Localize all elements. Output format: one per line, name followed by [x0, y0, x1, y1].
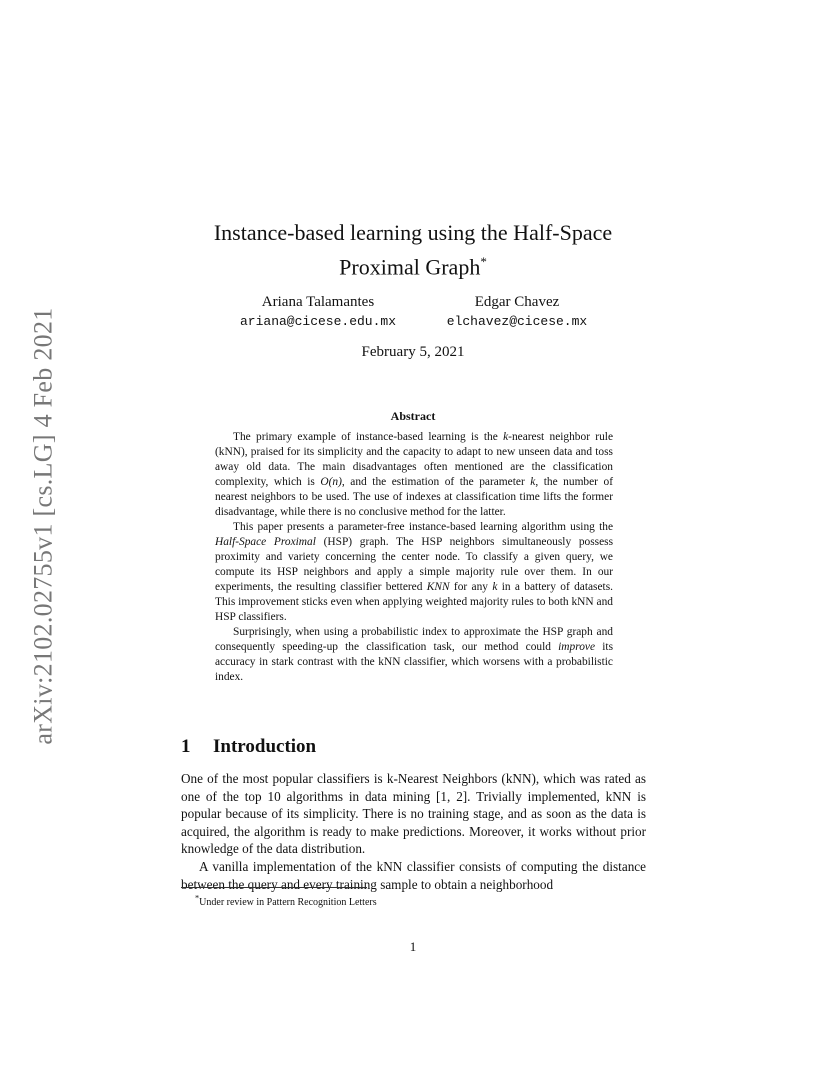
- footnote-text: Under review in Pattern Recognition Letters: [199, 897, 377, 909]
- author-1-email: ariana@cicese.edu.mx: [239, 314, 397, 329]
- abstract-paragraph-1: [215, 430, 613, 520]
- section-number: 1: [181, 736, 191, 757]
- section-title: Introduction: [213, 736, 317, 757]
- title-footnote-mark: *: [480, 254, 487, 269]
- abstract-p1-complexity: O(n): [320, 476, 342, 488]
- abstract-p3-text-a: Surprisingly, when using a probabilistic index to approximate the HSP graph and consequently speeding-up the classification task, our method could: [215, 626, 613, 653]
- abstract-paragraph-3: [215, 625, 613, 685]
- publication-date: February 5, 2021: [361, 344, 465, 360]
- introduction-body: [181, 770, 646, 893]
- abstract-p2-k: k: [492, 581, 498, 593]
- abstract-p1-text-d: , the number of nearest neighbors to be used. The use of indexes at classification time lifts the former disadvantage, while there is no conclusive method for the latter.: [215, 476, 613, 518]
- abstract-p2-text-b: (HSP) graph. The HSP neighbors simultaneously possess proximity and variety concerning the center node. To classify a given query, we compute its HSP neighbors and apply a simple majority rule over them. In our experiments, the resulting classifier bettered: [215, 536, 614, 593]
- abstract-body: [215, 430, 613, 685]
- abstract-paragraph-2: [215, 520, 613, 625]
- abstract-p1-text-c: , and the estimation of the parameter: [341, 476, 531, 488]
- abstract-p2-knn-term: KNN: [426, 581, 450, 593]
- paper-title: [180, 218, 646, 281]
- page-number: 1: [409, 939, 417, 954]
- author-2-email: elchavez@cicese.mx: [446, 314, 588, 329]
- intro-paragraph-2: A vanilla implementation of the kNN classifier consists of computing the distance between the query and every training sample to obtain a neighborhood: [181, 858, 646, 892]
- abstract-p2-text-c: for any: [449, 581, 493, 593]
- author-1-name: Ariana Talamantes: [261, 294, 375, 310]
- footnote-divider: [181, 887, 367, 888]
- abstract-p1-k-2: k: [530, 476, 536, 488]
- intro-paragraph-1: One of the most popular classifiers is k-Nearest Neighbors (kNN), which was rated as one of the top 10 algorithms in data mining [1, 2]. Trivially implemented, kNN is popular because of its simplicity. There is no training stage, and as soon as the data is acquired, the algorithm is ready to make predictions. Moreover, it works without prior knowledge of the data distribution.: [181, 771, 646, 857]
- abstract-p3-text-b: its accuracy in stark contrast with the kNN classifier, which worsens with a probabilistic index.: [215, 641, 613, 683]
- author-1: [226, 293, 410, 332]
- arxiv-identifier-text: arXiv:2102.02755v1 [cs.LG] 4 Feb 2021: [29, 307, 58, 745]
- abstract-p2-hsp-term: Half-Space Proximal: [215, 536, 316, 548]
- author-2: [432, 293, 602, 332]
- arxiv-identifier-stamp: [24, 296, 64, 756]
- abstract-heading: Abstract: [390, 409, 436, 423]
- author-2-name: Edgar Chavez: [474, 294, 560, 310]
- title-line-2: Proximal Graph: [339, 254, 481, 280]
- footnote: [181, 892, 646, 910]
- abstract-p1-text-b: -nearest neighbor rule (kNN), praised for its simplicity and the capacity to adapt to new unseen data and toss away old data. The main disadvantages often mentioned are the classification complexity, which is: [215, 431, 613, 488]
- abstract-p1-text-a: The primary example of instance-based learning is the: [233, 431, 504, 443]
- section-heading-introduction: [181, 736, 316, 758]
- abstract-p3-improve: improve: [558, 641, 596, 653]
- abstract-p2-text-a: This paper presents a parameter-free instance-based learning algorithm using the: [233, 521, 613, 533]
- title-line-1: Instance-based learning using the Half-Space: [213, 220, 613, 245]
- abstract-p1-k-1: k: [503, 431, 509, 443]
- footnote-mark: *: [195, 894, 200, 903]
- abstract-p2-text-d: in a battery of datasets. This improvement sticks even when applying weighted majority rules to both kNN and HSP classifiers.: [215, 581, 613, 623]
